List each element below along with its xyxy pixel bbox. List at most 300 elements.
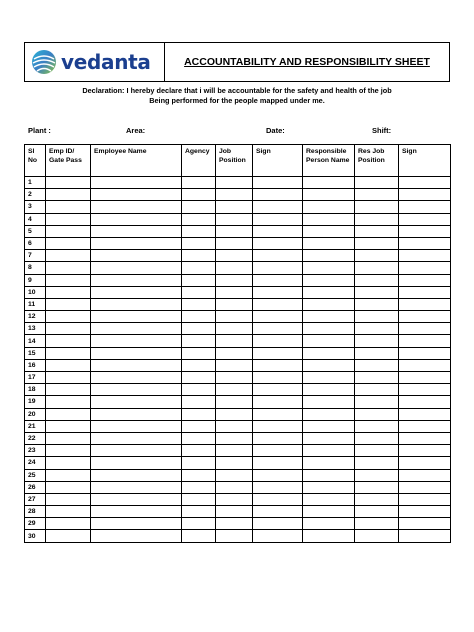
table-cell[interactable] [355, 359, 399, 371]
table-cell[interactable] [399, 213, 451, 225]
table-cell[interactable] [46, 189, 91, 201]
table-cell[interactable] [355, 493, 399, 505]
table-cell[interactable] [182, 323, 216, 335]
table-row [25, 298, 451, 310]
table-cell[interactable] [91, 506, 182, 518]
table-cell[interactable] [399, 481, 451, 493]
table-cell[interactable] [253, 359, 303, 371]
table-cell[interactable] [253, 457, 303, 469]
table-cell[interactable] [216, 311, 253, 323]
table-cell[interactable] [216, 286, 253, 298]
row-number: 3 [25, 201, 46, 213]
table-cell[interactable] [399, 408, 451, 420]
table-cell[interactable] [216, 359, 253, 371]
table-cell[interactable] [46, 384, 91, 396]
table-cell[interactable] [46, 274, 91, 286]
table-cell[interactable] [216, 372, 253, 384]
table-cell[interactable] [46, 298, 91, 310]
table-cell[interactable] [253, 493, 303, 505]
table-row [25, 335, 451, 347]
table-row [25, 506, 451, 518]
table-cell[interactable] [46, 506, 91, 518]
table-cell[interactable] [355, 469, 399, 481]
table-cell[interactable] [216, 323, 253, 335]
row-number: 9 [25, 274, 46, 286]
col-header-sign: Sign [253, 145, 303, 177]
table-cell[interactable] [46, 518, 91, 530]
table-cell[interactable] [253, 335, 303, 347]
table-cell[interactable] [399, 177, 451, 189]
date-label: Date: [266, 126, 285, 135]
col-header-res-job-position: Res Job Position [355, 145, 399, 177]
table-cell[interactable] [399, 298, 451, 310]
table-row [25, 311, 451, 323]
table-row [25, 481, 451, 493]
table-cell[interactable] [253, 323, 303, 335]
table-cell[interactable] [399, 286, 451, 298]
table-row [25, 201, 451, 213]
table-cell[interactable] [91, 359, 182, 371]
table-cell[interactable] [91, 274, 182, 286]
table-cell[interactable] [216, 213, 253, 225]
table-cell[interactable] [182, 201, 216, 213]
table-cell[interactable] [46, 237, 91, 249]
table-cell[interactable] [182, 493, 216, 505]
table-cell[interactable] [253, 274, 303, 286]
table-cell[interactable] [182, 432, 216, 444]
table-cell[interactable] [399, 225, 451, 237]
table-cell[interactable] [182, 457, 216, 469]
table-cell[interactable] [303, 372, 355, 384]
table-cell[interactable] [46, 372, 91, 384]
table-cell[interactable] [182, 225, 216, 237]
table-cell[interactable] [182, 189, 216, 201]
table-row [25, 408, 451, 420]
table-cell[interactable] [303, 286, 355, 298]
row-number: 1 [25, 177, 46, 189]
table-row [25, 225, 451, 237]
table-cell[interactable] [355, 432, 399, 444]
table-cell[interactable] [182, 213, 216, 225]
declaration [24, 86, 450, 106]
table-cell[interactable] [253, 372, 303, 384]
page-title: ACCOUNTABILITY AND RESPONSIBILITY SHEET [184, 56, 430, 68]
table-cell[interactable] [355, 506, 399, 518]
row-number: 16 [25, 359, 46, 371]
table-cell[interactable] [303, 457, 355, 469]
table-cell[interactable] [216, 530, 253, 542]
table-cell[interactable] [182, 311, 216, 323]
table-cell[interactable] [399, 469, 451, 481]
table-cell[interactable] [91, 237, 182, 249]
table-cell[interactable] [399, 493, 451, 505]
table-cell[interactable] [399, 189, 451, 201]
table-cell[interactable] [399, 237, 451, 249]
table-cell[interactable] [182, 518, 216, 530]
table-row [25, 372, 451, 384]
table-cell[interactable] [399, 335, 451, 347]
table-cell[interactable] [253, 396, 303, 408]
row-number: 10 [25, 286, 46, 298]
col-header-emp-id: Emp ID/ Gate Pass [46, 145, 91, 177]
table-cell[interactable] [216, 189, 253, 201]
table-cell[interactable] [399, 396, 451, 408]
table-cell[interactable] [182, 298, 216, 310]
vedanta-globe-icon [31, 49, 57, 75]
table-cell[interactable] [303, 384, 355, 396]
table-cell[interactable] [216, 445, 253, 457]
table-cell[interactable] [355, 250, 399, 262]
table-cell[interactable] [91, 189, 182, 201]
table-cell[interactable] [216, 469, 253, 481]
table-cell[interactable] [253, 408, 303, 420]
table-cell[interactable] [91, 225, 182, 237]
table-row [25, 530, 451, 542]
table-cell[interactable] [399, 384, 451, 396]
table-cell[interactable] [91, 298, 182, 310]
table-cell[interactable] [46, 323, 91, 335]
table-cell[interactable] [216, 481, 253, 493]
table-cell[interactable] [303, 323, 355, 335]
row-number: 4 [25, 213, 46, 225]
row-number: 11 [25, 298, 46, 310]
table-cell[interactable] [91, 323, 182, 335]
table-cell[interactable] [355, 177, 399, 189]
table-cell[interactable] [355, 189, 399, 201]
table-cell[interactable] [355, 225, 399, 237]
table-cell[interactable] [355, 408, 399, 420]
table-cell[interactable] [399, 506, 451, 518]
table-cell[interactable] [91, 335, 182, 347]
table-cell[interactable] [253, 225, 303, 237]
table-cell[interactable] [182, 347, 216, 359]
row-number: 22 [25, 432, 46, 444]
table-cell[interactable] [399, 420, 451, 432]
table-cell[interactable] [303, 408, 355, 420]
table-cell[interactable] [399, 432, 451, 444]
table-cell[interactable] [216, 408, 253, 420]
table-cell[interactable] [91, 201, 182, 213]
table-cell[interactable] [182, 420, 216, 432]
table-cell[interactable] [355, 396, 399, 408]
table-cell[interactable] [46, 311, 91, 323]
table-cell[interactable] [182, 384, 216, 396]
table-cell[interactable] [46, 469, 91, 481]
table-cell[interactable] [46, 457, 91, 469]
table-cell[interactable] [216, 493, 253, 505]
table-cell[interactable] [46, 213, 91, 225]
table-cell[interactable] [91, 311, 182, 323]
table-cell[interactable] [399, 250, 451, 262]
row-number: 29 [25, 518, 46, 530]
table-cell[interactable] [46, 530, 91, 542]
table-cell[interactable] [303, 518, 355, 530]
table-cell[interactable] [253, 384, 303, 396]
table-cell[interactable] [303, 311, 355, 323]
table-cell[interactable] [355, 335, 399, 347]
table-cell[interactable] [253, 298, 303, 310]
table-cell[interactable] [46, 347, 91, 359]
table-cell[interactable] [303, 177, 355, 189]
table-cell[interactable] [216, 432, 253, 444]
col-header-sl-no: Sl No [25, 145, 46, 177]
table-cell[interactable] [355, 347, 399, 359]
table-cell[interactable] [253, 201, 303, 213]
form-fields [0, 126, 474, 136]
table-cell[interactable] [46, 445, 91, 457]
table-cell[interactable] [253, 530, 303, 542]
table-cell[interactable] [303, 420, 355, 432]
col-header-job-position: Job Position [216, 145, 253, 177]
table-cell[interactable] [182, 262, 216, 274]
table-cell[interactable] [182, 177, 216, 189]
table-cell[interactable] [399, 262, 451, 274]
area-label: Area: [126, 126, 146, 135]
table-cell[interactable] [303, 469, 355, 481]
table-cell[interactable] [216, 420, 253, 432]
table-row [25, 262, 451, 274]
table-cell[interactable] [355, 323, 399, 335]
table-cell[interactable] [182, 506, 216, 518]
table-cell[interactable] [91, 408, 182, 420]
row-number: 26 [25, 481, 46, 493]
table-cell[interactable] [182, 396, 216, 408]
table-cell[interactable] [46, 262, 91, 274]
table-cell[interactable] [46, 286, 91, 298]
table-cell[interactable] [182, 286, 216, 298]
table-cell[interactable] [46, 432, 91, 444]
table-body [25, 177, 451, 543]
table-cell[interactable] [253, 311, 303, 323]
table-cell[interactable] [216, 384, 253, 396]
table-cell[interactable] [91, 262, 182, 274]
table-cell[interactable] [182, 250, 216, 262]
table-cell[interactable] [182, 481, 216, 493]
table-cell[interactable] [399, 274, 451, 286]
shift-label: Shift: [372, 126, 392, 135]
table-cell[interactable] [253, 420, 303, 432]
col-header-responsible-person: Responsible Person Name [303, 145, 355, 177]
table-cell[interactable] [216, 335, 253, 347]
logo [25, 43, 165, 81]
table-cell[interactable] [182, 237, 216, 249]
table-cell[interactable] [253, 286, 303, 298]
table-cell[interactable] [216, 506, 253, 518]
row-number: 7 [25, 250, 46, 262]
table-cell[interactable] [355, 384, 399, 396]
table-cell[interactable] [253, 189, 303, 201]
table-cell[interactable] [91, 396, 182, 408]
table-row [25, 493, 451, 505]
row-number: 27 [25, 493, 46, 505]
table-cell[interactable] [91, 286, 182, 298]
table-cell[interactable] [91, 250, 182, 262]
table-cell[interactable] [91, 481, 182, 493]
table-cell[interactable] [355, 445, 399, 457]
table-row [25, 384, 451, 396]
table-cell[interactable] [399, 347, 451, 359]
row-number: 6 [25, 237, 46, 249]
table-cell[interactable] [253, 347, 303, 359]
table-cell[interactable] [216, 237, 253, 249]
table-cell[interactable] [253, 213, 303, 225]
table-cell[interactable] [303, 250, 355, 262]
table-cell[interactable] [216, 347, 253, 359]
table-cell[interactable] [355, 274, 399, 286]
table-cell[interactable] [399, 445, 451, 457]
table-cell[interactable] [91, 213, 182, 225]
table-cell[interactable] [216, 177, 253, 189]
table-cell[interactable] [216, 274, 253, 286]
table-cell[interactable] [355, 311, 399, 323]
table-cell[interactable] [303, 530, 355, 542]
table-cell[interactable] [303, 274, 355, 286]
table-cell[interactable] [303, 201, 355, 213]
table-cell[interactable] [355, 286, 399, 298]
table-cell[interactable] [399, 359, 451, 371]
table-cell[interactable] [303, 432, 355, 444]
table-cell[interactable] [91, 493, 182, 505]
table-cell[interactable] [355, 530, 399, 542]
table-row [25, 237, 451, 249]
table-cell[interactable] [46, 225, 91, 237]
table-cell[interactable] [216, 250, 253, 262]
table-cell[interactable] [355, 298, 399, 310]
row-number: 25 [25, 469, 46, 481]
table-cell[interactable] [46, 250, 91, 262]
table-cell[interactable] [216, 396, 253, 408]
table-cell[interactable] [355, 518, 399, 530]
table-cell[interactable] [253, 432, 303, 444]
row-number: 30 [25, 530, 46, 542]
row-number: 14 [25, 335, 46, 347]
table-cell[interactable] [91, 420, 182, 432]
table-cell[interactable] [355, 372, 399, 384]
table-cell[interactable] [399, 323, 451, 335]
table-cell[interactable] [253, 481, 303, 493]
table-cell[interactable] [216, 225, 253, 237]
row-number: 2 [25, 189, 46, 201]
table-cell[interactable] [303, 189, 355, 201]
row-number: 19 [25, 396, 46, 408]
table-cell[interactable] [355, 237, 399, 249]
table-cell[interactable] [182, 530, 216, 542]
table-cell[interactable] [399, 518, 451, 530]
table-cell[interactable] [216, 201, 253, 213]
table-cell[interactable] [46, 493, 91, 505]
table-cell[interactable] [46, 359, 91, 371]
table-row [25, 469, 451, 481]
table-cell[interactable] [253, 250, 303, 262]
table-cell[interactable] [253, 262, 303, 274]
table-cell[interactable] [91, 518, 182, 530]
table-cell[interactable] [303, 445, 355, 457]
table-cell[interactable] [91, 445, 182, 457]
row-number: 23 [25, 445, 46, 457]
table-header-row [25, 145, 451, 177]
table-cell[interactable] [303, 262, 355, 274]
table-cell[interactable] [91, 432, 182, 444]
row-number: 20 [25, 408, 46, 420]
table-cell[interactable] [303, 237, 355, 249]
table-cell[interactable] [303, 347, 355, 359]
table-cell[interactable] [91, 347, 182, 359]
table-cell[interactable] [303, 493, 355, 505]
table-cell[interactable] [182, 335, 216, 347]
table-cell[interactable] [182, 274, 216, 286]
table-cell[interactable] [303, 335, 355, 347]
row-number: 18 [25, 384, 46, 396]
table-cell[interactable] [253, 469, 303, 481]
col-header-employee-name: Employee Name [91, 145, 182, 177]
table-cell[interactable] [399, 372, 451, 384]
table-cell[interactable] [91, 372, 182, 384]
table-cell[interactable] [46, 396, 91, 408]
table-cell[interactable] [355, 262, 399, 274]
table-cell[interactable] [303, 298, 355, 310]
table-cell[interactable] [355, 481, 399, 493]
table-cell[interactable] [399, 457, 451, 469]
table-cell[interactable] [303, 396, 355, 408]
table-cell[interactable] [253, 518, 303, 530]
table-cell[interactable] [253, 177, 303, 189]
table-cell[interactable] [253, 237, 303, 249]
table-cell[interactable] [355, 457, 399, 469]
table-cell[interactable] [91, 457, 182, 469]
row-number: 24 [25, 457, 46, 469]
table-cell[interactable] [91, 177, 182, 189]
table-cell[interactable] [182, 469, 216, 481]
table-cell[interactable] [253, 506, 303, 518]
table-cell[interactable] [216, 262, 253, 274]
table-cell[interactable] [355, 213, 399, 225]
col-header-sign-2: Sign [399, 145, 451, 177]
table-cell[interactable] [46, 420, 91, 432]
table-cell[interactable] [355, 201, 399, 213]
table-cell[interactable] [399, 201, 451, 213]
table-cell[interactable] [46, 408, 91, 420]
table-cell[interactable] [46, 201, 91, 213]
table-cell[interactable] [303, 213, 355, 225]
table-cell[interactable] [182, 359, 216, 371]
table-cell[interactable] [216, 457, 253, 469]
table-cell[interactable] [303, 506, 355, 518]
table-cell[interactable] [253, 445, 303, 457]
table-cell[interactable] [355, 420, 399, 432]
table-row [25, 250, 451, 262]
header-box [24, 42, 450, 82]
table-cell[interactable] [399, 530, 451, 542]
table-row [25, 286, 451, 298]
table-cell[interactable] [303, 225, 355, 237]
table-cell[interactable] [46, 481, 91, 493]
table-cell[interactable] [91, 469, 182, 481]
table-cell[interactable] [303, 359, 355, 371]
table-cell[interactable] [46, 335, 91, 347]
table-cell[interactable] [91, 530, 182, 542]
table-cell[interactable] [216, 298, 253, 310]
table-cell[interactable] [182, 445, 216, 457]
table-row [25, 323, 451, 335]
table-cell[interactable] [91, 384, 182, 396]
table-cell[interactable] [303, 481, 355, 493]
table-cell[interactable] [399, 311, 451, 323]
table-cell[interactable] [182, 372, 216, 384]
table-cell[interactable] [182, 408, 216, 420]
table-cell[interactable] [46, 177, 91, 189]
row-number: 12 [25, 311, 46, 323]
table-cell[interactable] [216, 518, 253, 530]
